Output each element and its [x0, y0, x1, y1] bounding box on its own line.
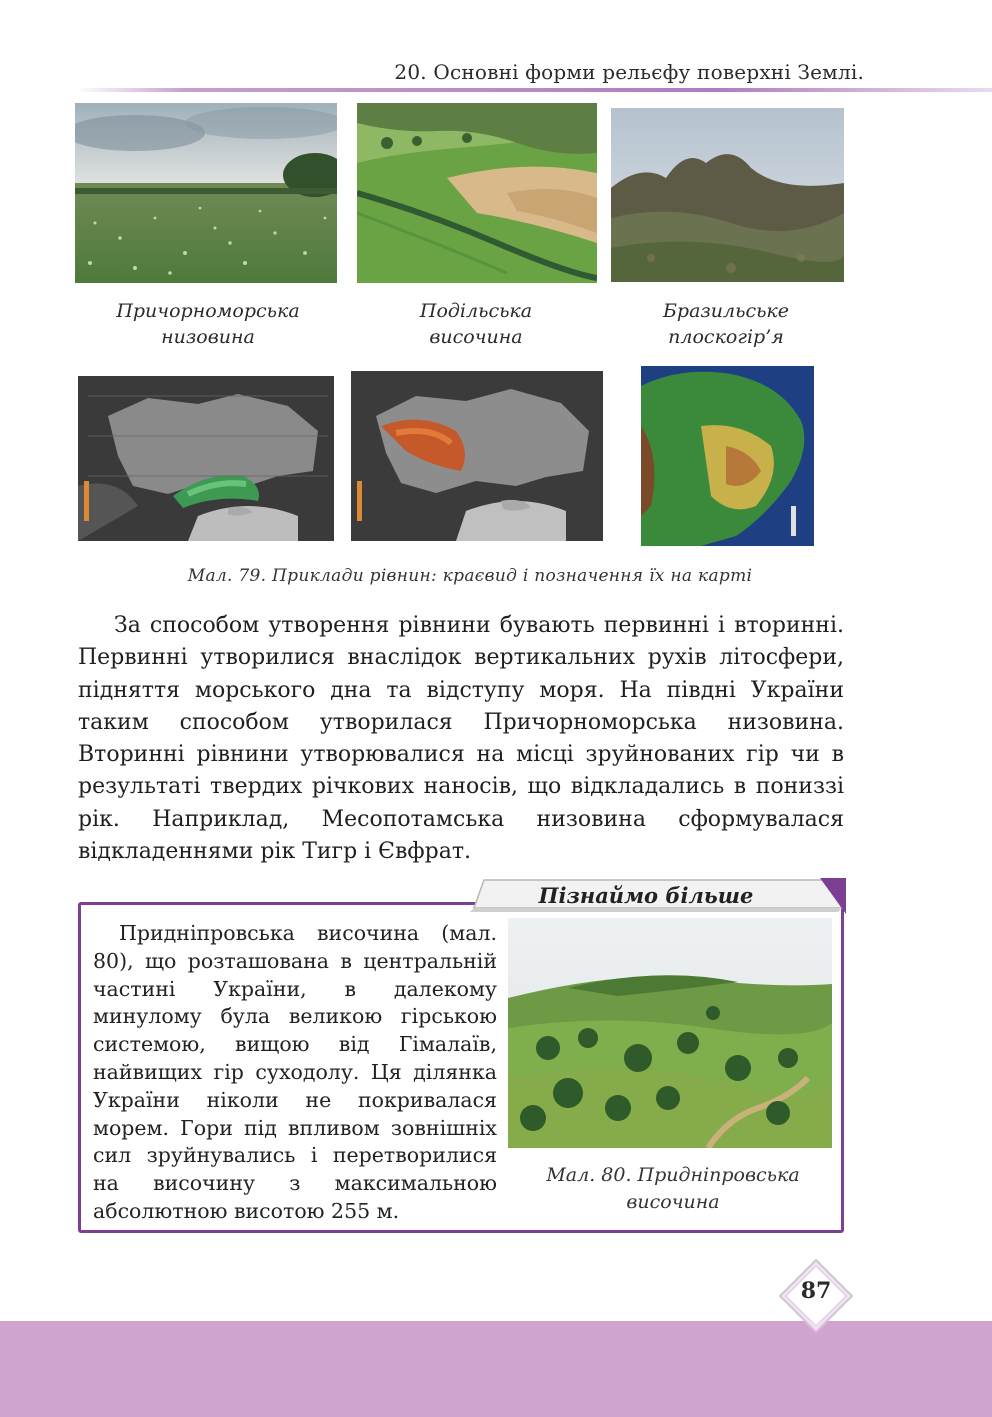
photo-brazilian-plateau: [611, 108, 844, 282]
body-paragraph-text: За способом утворення рівнини бувають первинні і вторинні. Первинні утворилися внаслідок вертикальних рухів літосфери, підняття морського дна та відступу моря. На півдні України таким способом утворилася Причорноморська низовина. Вторинні рівнини утворювалися на місці зруйнованих гір чи в результаті твердих річкових наносів, що відкладались в пониззі рік. Наприклад, Месопотамська низовина сформувалася відкладеннями рік Тигр і Євфрат.: [78, 613, 844, 865]
page-header-title: 20. Основні форми рельєфу поверхні Землі.: [394, 60, 864, 84]
learn-more-tab: [470, 878, 846, 914]
learn-more-tab-label: Пізнаймо більше: [538, 883, 754, 908]
page-header-rule: [76, 88, 992, 92]
caption-brazilian-plateau: Бразильське плоскогір’я: [662, 300, 790, 348]
caption-black-sea-lowland: Причорноморська низовина: [116, 300, 300, 348]
footer-band: [0, 1321, 992, 1417]
caption-podolian-upland: Подільська височина: [419, 300, 533, 348]
figure-79-caption: Мал. 79. Приклади рівнин: краєвид і позначення їх на карті: [187, 566, 753, 586]
learn-more-text: [93, 920, 497, 1226]
map-brazilian-plateau: [641, 366, 814, 546]
photo-podolian-upland: [357, 103, 597, 283]
figure-80-caption: Мал. 80. Придніпровська височина: [546, 1164, 800, 1213]
main-paragraph: [78, 610, 844, 868]
map-black-sea-lowland: [78, 376, 334, 541]
map-podolian-upland: [351, 371, 603, 541]
photo-black-sea-lowland: [75, 103, 337, 283]
learn-more-paragraph: Придніпровська височина (мал. 80), що розташована в центральній частині України, в далекому минулому була великою гірською системою, вищою від Гімалаїв, найвищих гір суходолу. Ця ділянка України ніколи не покривалася морем. Гори під впливом зовнішніх сил зруйнувались і перетворилися на височину з максимальною абсолютною висотою 255 м.: [93, 921, 497, 1223]
photo-dnieper-upland: [508, 918, 832, 1148]
page-number: 87: [800, 1278, 832, 1304]
